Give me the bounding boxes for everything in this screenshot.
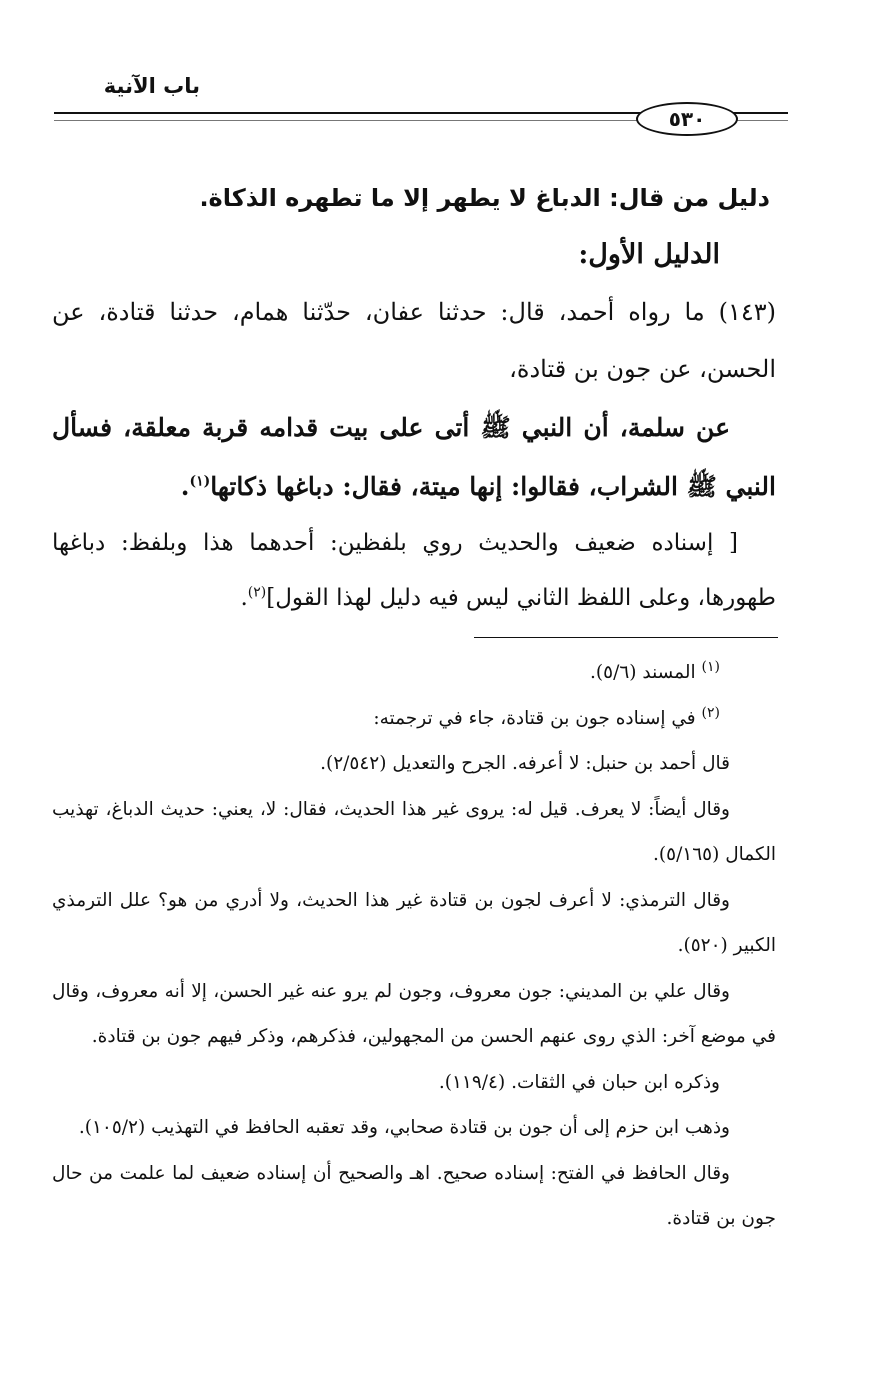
- hadith-text: عن سلمة، أن النبي ﷺ أتى على بيت قدامه قربة معلقة، فسأل النبي ﷺ الشراب، فقالوا: إنها ميتة، فقال: دباغها ذكاتها: [52, 413, 776, 501]
- isnad-paragraph: (١٤٣) ما رواه أحمد، قال: حدثنا عفان، حدّثنا همام، حدثنا قتادة، عن الحسن، عن جون بن قتادة،: [52, 298, 776, 383]
- hadith-end: .: [180, 472, 190, 501]
- section-heading: دليل من قال: الدباغ لا يطهر إلا ما تطهره الذكاة.: [199, 184, 770, 212]
- main-text: [52, 170, 776, 626]
- grading-text: [ إسناده ضعيف والحديث روي بلفظين: أحدهما هذا وبلفظ: دباغها طهورها، وعلى اللفظ الثاني ليس فيه دليل لهذا القول]: [52, 530, 776, 611]
- grading-paragraph: [52, 516, 776, 626]
- footnote-1-marker: (١): [701, 658, 720, 675]
- footnote-line: وقال الحافظ في الفتح: إسناده صحيح. اهـ والصحيح أن إسناده ضعيف لما علمت من حال جون بن قتادة.: [52, 1162, 776, 1229]
- footnote-line: وقال الترمذي: لا أعرف لجون بن قتادة غير هذا الحديث، ولا أدري من هو؟ علل الترمذي الكبير (٥٢٠).: [52, 889, 776, 956]
- page-header: [40, 68, 840, 131]
- footnote-2-marker: (٢): [701, 704, 720, 721]
- footnote-2: [52, 696, 776, 742]
- footnote-line: وقال أيضاً: لا يعرف. قيل له: يروى غير هذا الحديث، فقال: لا، يعني: حديث الدباغ، تهذيب الكمال (٥/١٦٥).: [52, 798, 776, 865]
- footnote-2-text: في إسناده جون بن قتادة، جاء في ترجمته:: [373, 707, 696, 729]
- hadith-paragraph: [52, 398, 776, 516]
- footnote-line: وقال علي بن المديني: جون معروف، وجون لم يرو عنه غير الحسن، إلا أنه معروف، وقال في موضع آخر: الذي روى عنهم الحسن من المجهولين، فذكرهم، وذكر فيهم جون بن قتادة.: [52, 980, 776, 1047]
- footnotes: [52, 650, 776, 1242]
- grading-end: .: [240, 585, 248, 611]
- footnote-line: قال أحمد بن حنبل: لا أعرفه. الجرح والتعديل (٢/٥٤٢).: [320, 753, 730, 774]
- footnote-ref-2: (٢): [247, 584, 267, 601]
- footnote-line: وذهب ابن حزم إلى أن جون بن قتادة صحابي، وقد تعقبه الحافظ في التهذيب (١٠٥/٢).: [78, 1117, 730, 1138]
- sub-heading: الدليل الأول:: [578, 239, 720, 270]
- footnote-line: وذكره ابن حبان في الثقات. (١١٩/٤).: [438, 1071, 720, 1093]
- footnote-ref-1: (١): [189, 473, 211, 490]
- footnote-1-text: المسند (٥/٦).: [590, 662, 696, 683]
- page-number: ٥٣٠: [636, 102, 738, 136]
- chapter-title: باب الآنية: [103, 74, 200, 98]
- footnote-separator: [474, 637, 778, 638]
- footnote-1: [52, 650, 776, 696]
